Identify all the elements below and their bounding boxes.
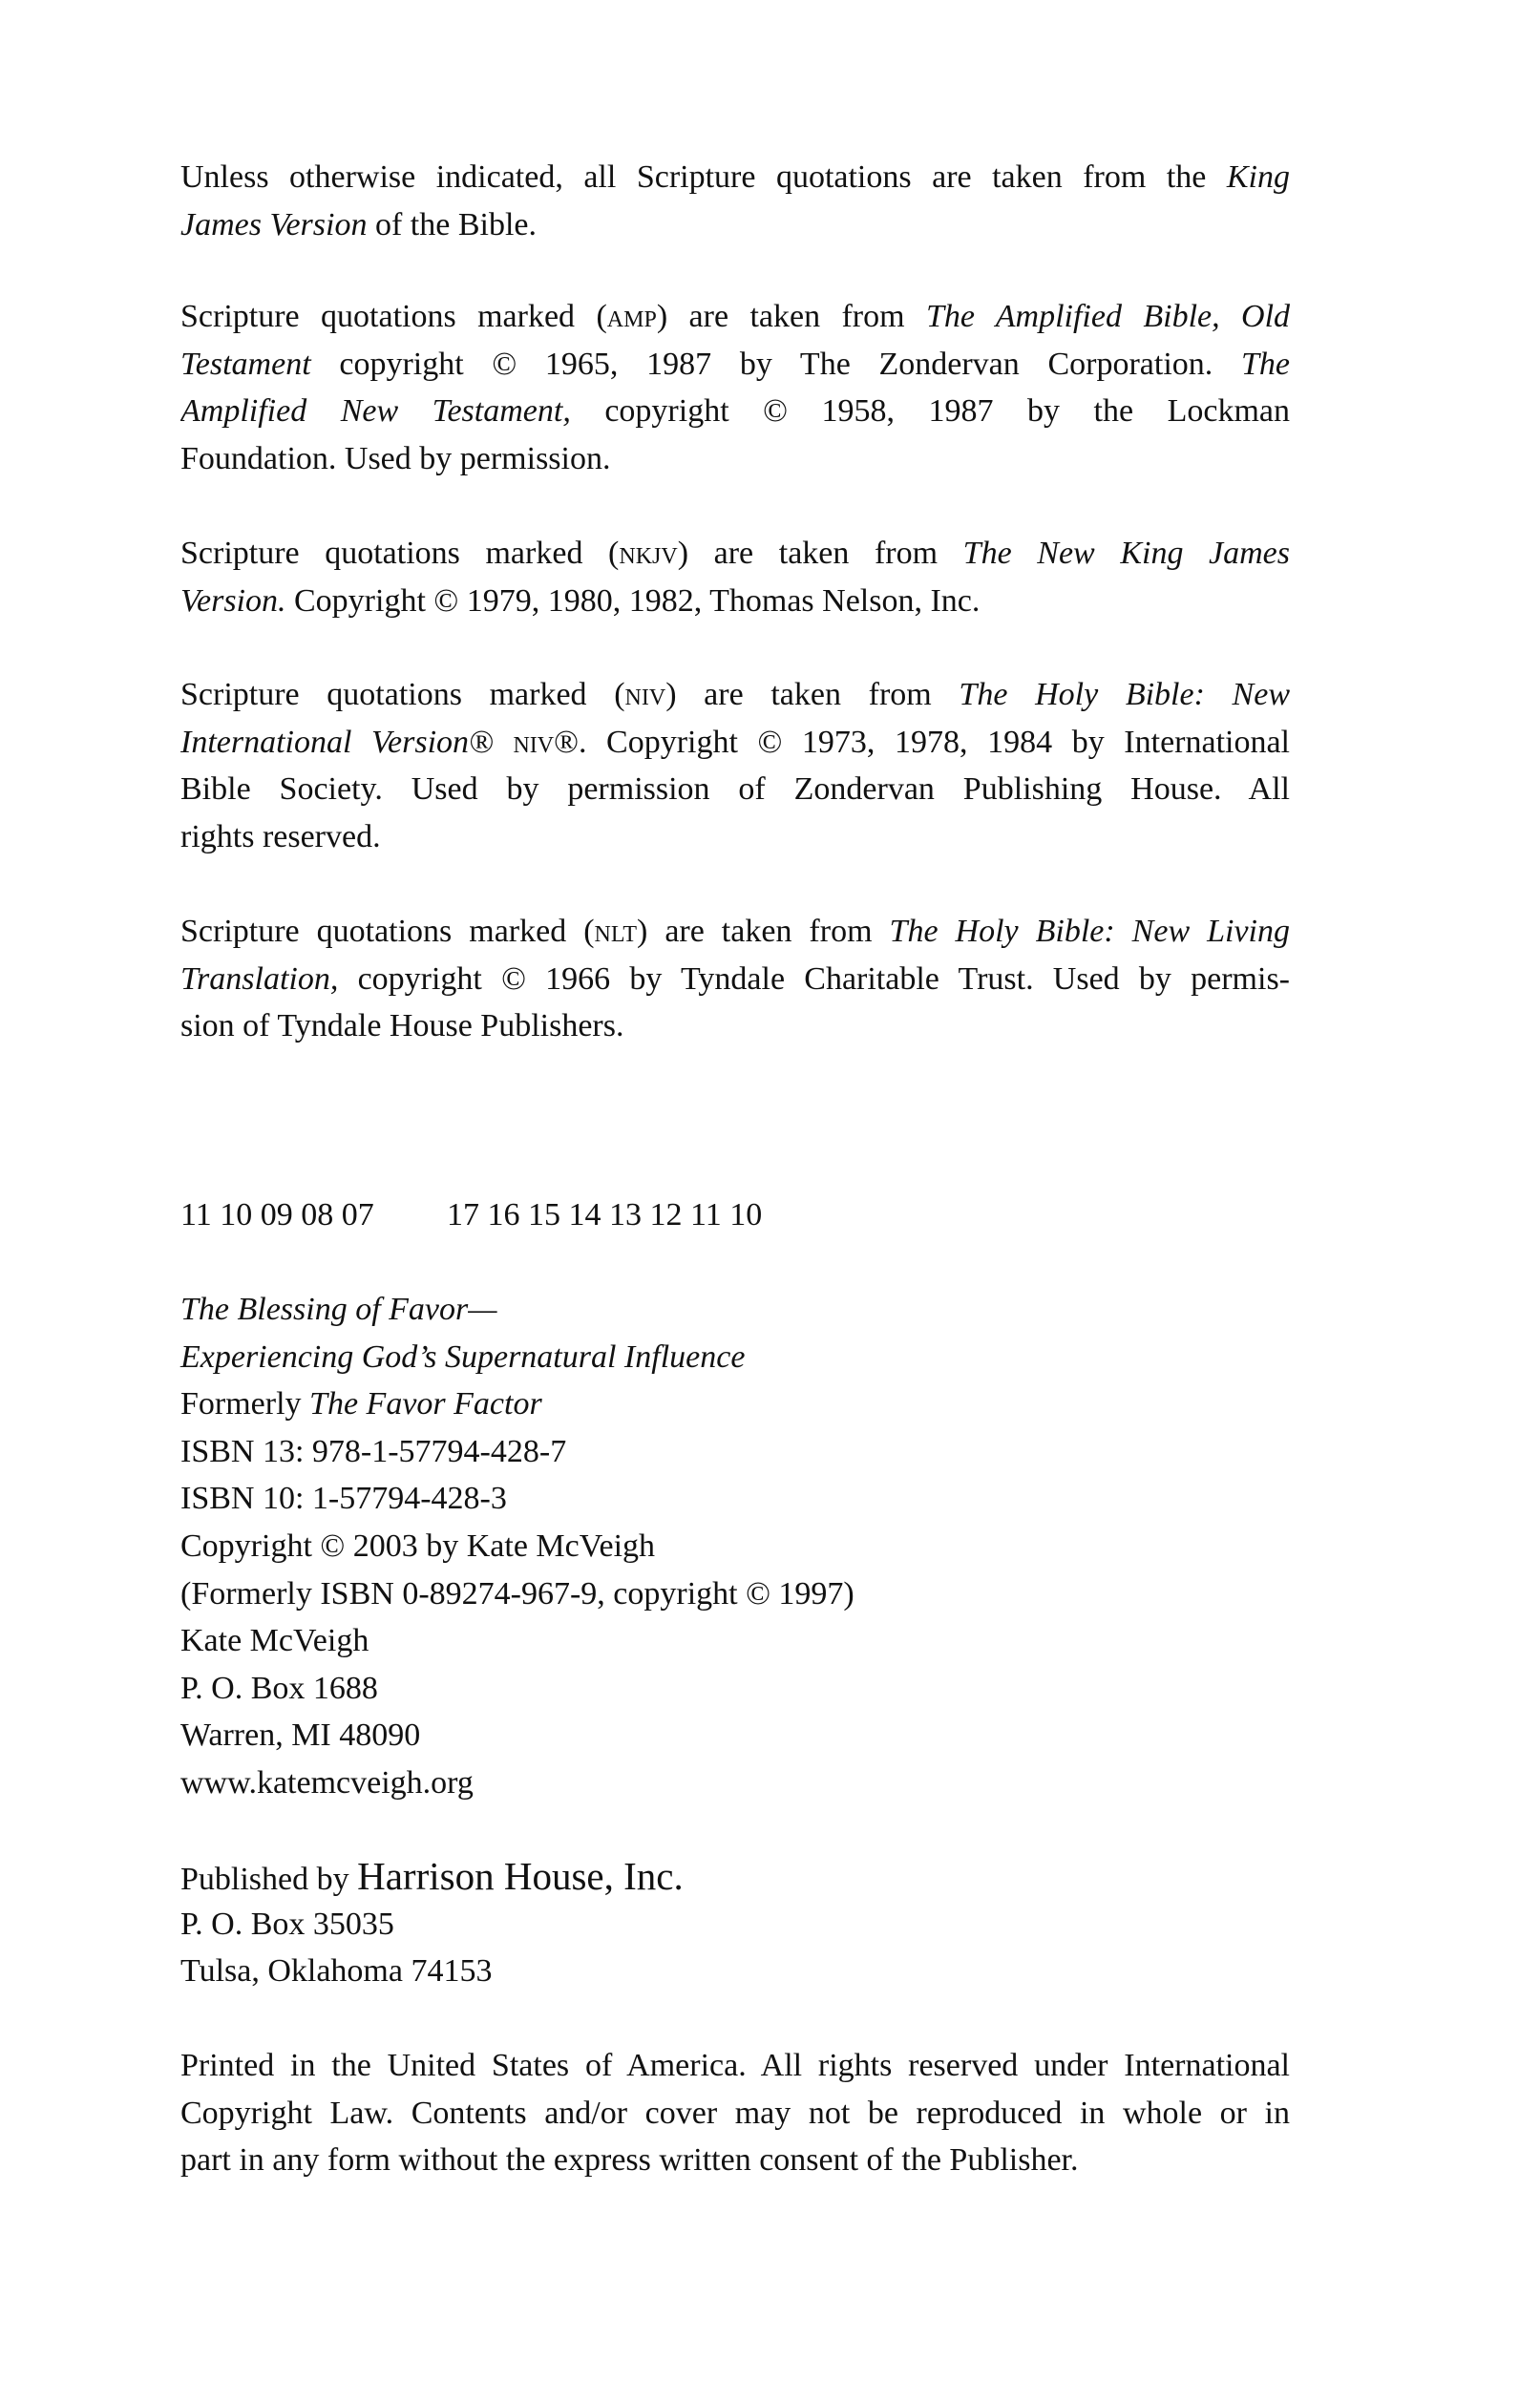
- text-line: [180, 1428, 1290, 1476]
- small-caps-text: niv: [513, 724, 555, 760]
- text-segment: Copyright Law. Contents and/or cover may not be reproduced in whole or in: [180, 2095, 1290, 2131]
- text-line: [180, 201, 1290, 249]
- text-segment: Formerly: [180, 1386, 310, 1422]
- text-segment: Copyright © 1979, 1980, 1982, Thomas Nelson, Inc.: [285, 582, 981, 619]
- printing-numbers: [180, 1191, 1290, 1239]
- text-segment: ) are taken from: [637, 914, 890, 949]
- text-segment: Published by: [180, 1862, 358, 1897]
- text-line: [180, 766, 1290, 813]
- text-line: [180, 2090, 1290, 2138]
- text-line: [180, 530, 1290, 578]
- text-segment: P. O. Box 1688: [180, 1670, 378, 1706]
- italic-text: International Version®: [180, 724, 494, 760]
- text-line: [180, 1948, 1290, 1995]
- text-line: [180, 1759, 1290, 1807]
- small-caps-text: nlt: [594, 914, 637, 949]
- text-line: [180, 388, 1290, 435]
- text-segment: ISBN 13: 978-1-57794-428-7: [180, 1433, 567, 1469]
- text-segment: ) are taken from: [656, 299, 926, 334]
- text-line: [180, 1853, 1290, 1901]
- kjv-notice: [180, 154, 1290, 248]
- small-caps-text: nkjv: [619, 536, 678, 571]
- italic-text: The Holy Bible: New: [959, 677, 1290, 712]
- text-segment: Foundation. Used by permission.: [180, 440, 611, 476]
- text-segment: Scripture quotations marked (: [180, 299, 607, 334]
- publisher-block: [180, 1853, 1290, 1995]
- text-segment: sion of Tyndale House Publishers.: [180, 1008, 624, 1044]
- italic-text: Testament: [180, 346, 311, 382]
- italic-text: The Blessing of Favor—: [180, 1292, 497, 1327]
- text-line: [180, 2042, 1290, 2090]
- text-line: [180, 1002, 1290, 1050]
- text-segment: (Formerly ISBN 0-89274-967-9, copyright © 1997): [180, 1575, 854, 1612]
- text-line: [180, 1475, 1290, 1523]
- text-line: [180, 154, 1290, 201]
- italic-text: King: [1226, 159, 1290, 195]
- text-segment: Warren, MI 48090: [180, 1717, 421, 1754]
- small-caps-text: niv: [624, 677, 666, 712]
- text-segment: Tulsa, Oklahoma 74153: [180, 1953, 493, 1990]
- small-caps-text: amp: [606, 299, 657, 334]
- amp-notice: [180, 293, 1290, 482]
- colophon-block: [180, 1286, 1290, 1807]
- text-segment: Unless otherwise indicated, all Scripture quotations are taken from the: [180, 159, 1227, 195]
- italic-text: The: [1241, 346, 1290, 382]
- text-line: [180, 1523, 1290, 1570]
- text-segment: copyright © 1965, 1987 by The Zondervan Corporation.: [310, 346, 1241, 382]
- text-segment: ) are taken from: [677, 536, 963, 571]
- printing-years: 11 10 09 08 07: [180, 1197, 374, 1233]
- text-segment: Harrison House, Inc.: [357, 1854, 684, 1898]
- niv-notice: [180, 671, 1290, 860]
- text-segment: copyright © 1958, 1987 by the Lockman: [570, 393, 1290, 430]
- text-line: [180, 2137, 1290, 2184]
- text-line: [180, 956, 1290, 1003]
- text-segment: Scripture quotations marked (: [180, 677, 625, 712]
- text-line: [180, 1380, 1290, 1428]
- text-line: [180, 813, 1290, 861]
- italic-text: Version.: [180, 582, 286, 619]
- nkjv-notice: [180, 530, 1290, 624]
- text-segment: rights reserved.: [180, 818, 381, 854]
- text-segment: P. O. Box 35035: [180, 1906, 394, 1942]
- text-line: [180, 578, 1290, 625]
- italic-text: The New King James: [962, 536, 1290, 571]
- printed-notice: [180, 2042, 1290, 2184]
- text-line: [180, 671, 1290, 719]
- text-segment: copyright © 1966 by Tyndale Charitable Trust. Used by permis-: [338, 960, 1290, 997]
- italic-text: The Holy Bible: New Living: [889, 914, 1290, 949]
- text-line: [180, 908, 1290, 956]
- text-segment: of the Bible.: [367, 206, 537, 242]
- text-segment: part in any form without the express written consent of the Publisher.: [180, 2142, 1079, 2179]
- text-line: [180, 435, 1290, 483]
- italic-text: Amplified New Testament,: [180, 393, 571, 430]
- text-line: [180, 1570, 1290, 1618]
- text-line: [180, 1286, 1290, 1334]
- text-segment: www.katemcveigh.org: [180, 1764, 474, 1801]
- text-segment: Bible Society. Used by permission of Zondervan Publishing House. All: [180, 771, 1290, 808]
- text-segment: Printed in the United States of America. All rights reserved under International: [180, 2048, 1290, 2083]
- text-segment: Kate McVeigh: [180, 1623, 369, 1659]
- text-segment: Scripture quotations marked (: [180, 536, 620, 571]
- italic-text: The Favor Factor: [309, 1386, 542, 1422]
- text-line: [180, 1901, 1290, 1949]
- printing-impressions: 17 16 15 14 13 12 11 10: [447, 1197, 763, 1233]
- text-segment: Scripture quotations marked (: [180, 914, 595, 949]
- italic-text: Experiencing God’s Supernatural Influence: [180, 1338, 746, 1375]
- text-segment: ®. Copyright © 1973, 1978, 1984 by International: [554, 724, 1290, 760]
- text-line: [180, 341, 1290, 389]
- italic-text: The Amplified Bible, Old: [925, 299, 1290, 334]
- text-line: [180, 1665, 1290, 1713]
- text-segment: Copyright © 2003 by Kate McVeigh: [180, 1528, 656, 1564]
- text-segment: ISBN 10: 1-57794-428-3: [180, 1481, 507, 1517]
- nlt-notice: [180, 908, 1290, 1050]
- italic-text: Translation,: [180, 960, 339, 997]
- text-segment: [494, 725, 514, 760]
- text-line: [180, 1712, 1290, 1759]
- text-line: [180, 1617, 1290, 1665]
- text-line: [180, 1334, 1290, 1381]
- text-line: [180, 293, 1290, 341]
- italic-text: James Version: [180, 206, 368, 242]
- text-line: [180, 719, 1290, 767]
- text-segment: ) are taken from: [665, 677, 960, 712]
